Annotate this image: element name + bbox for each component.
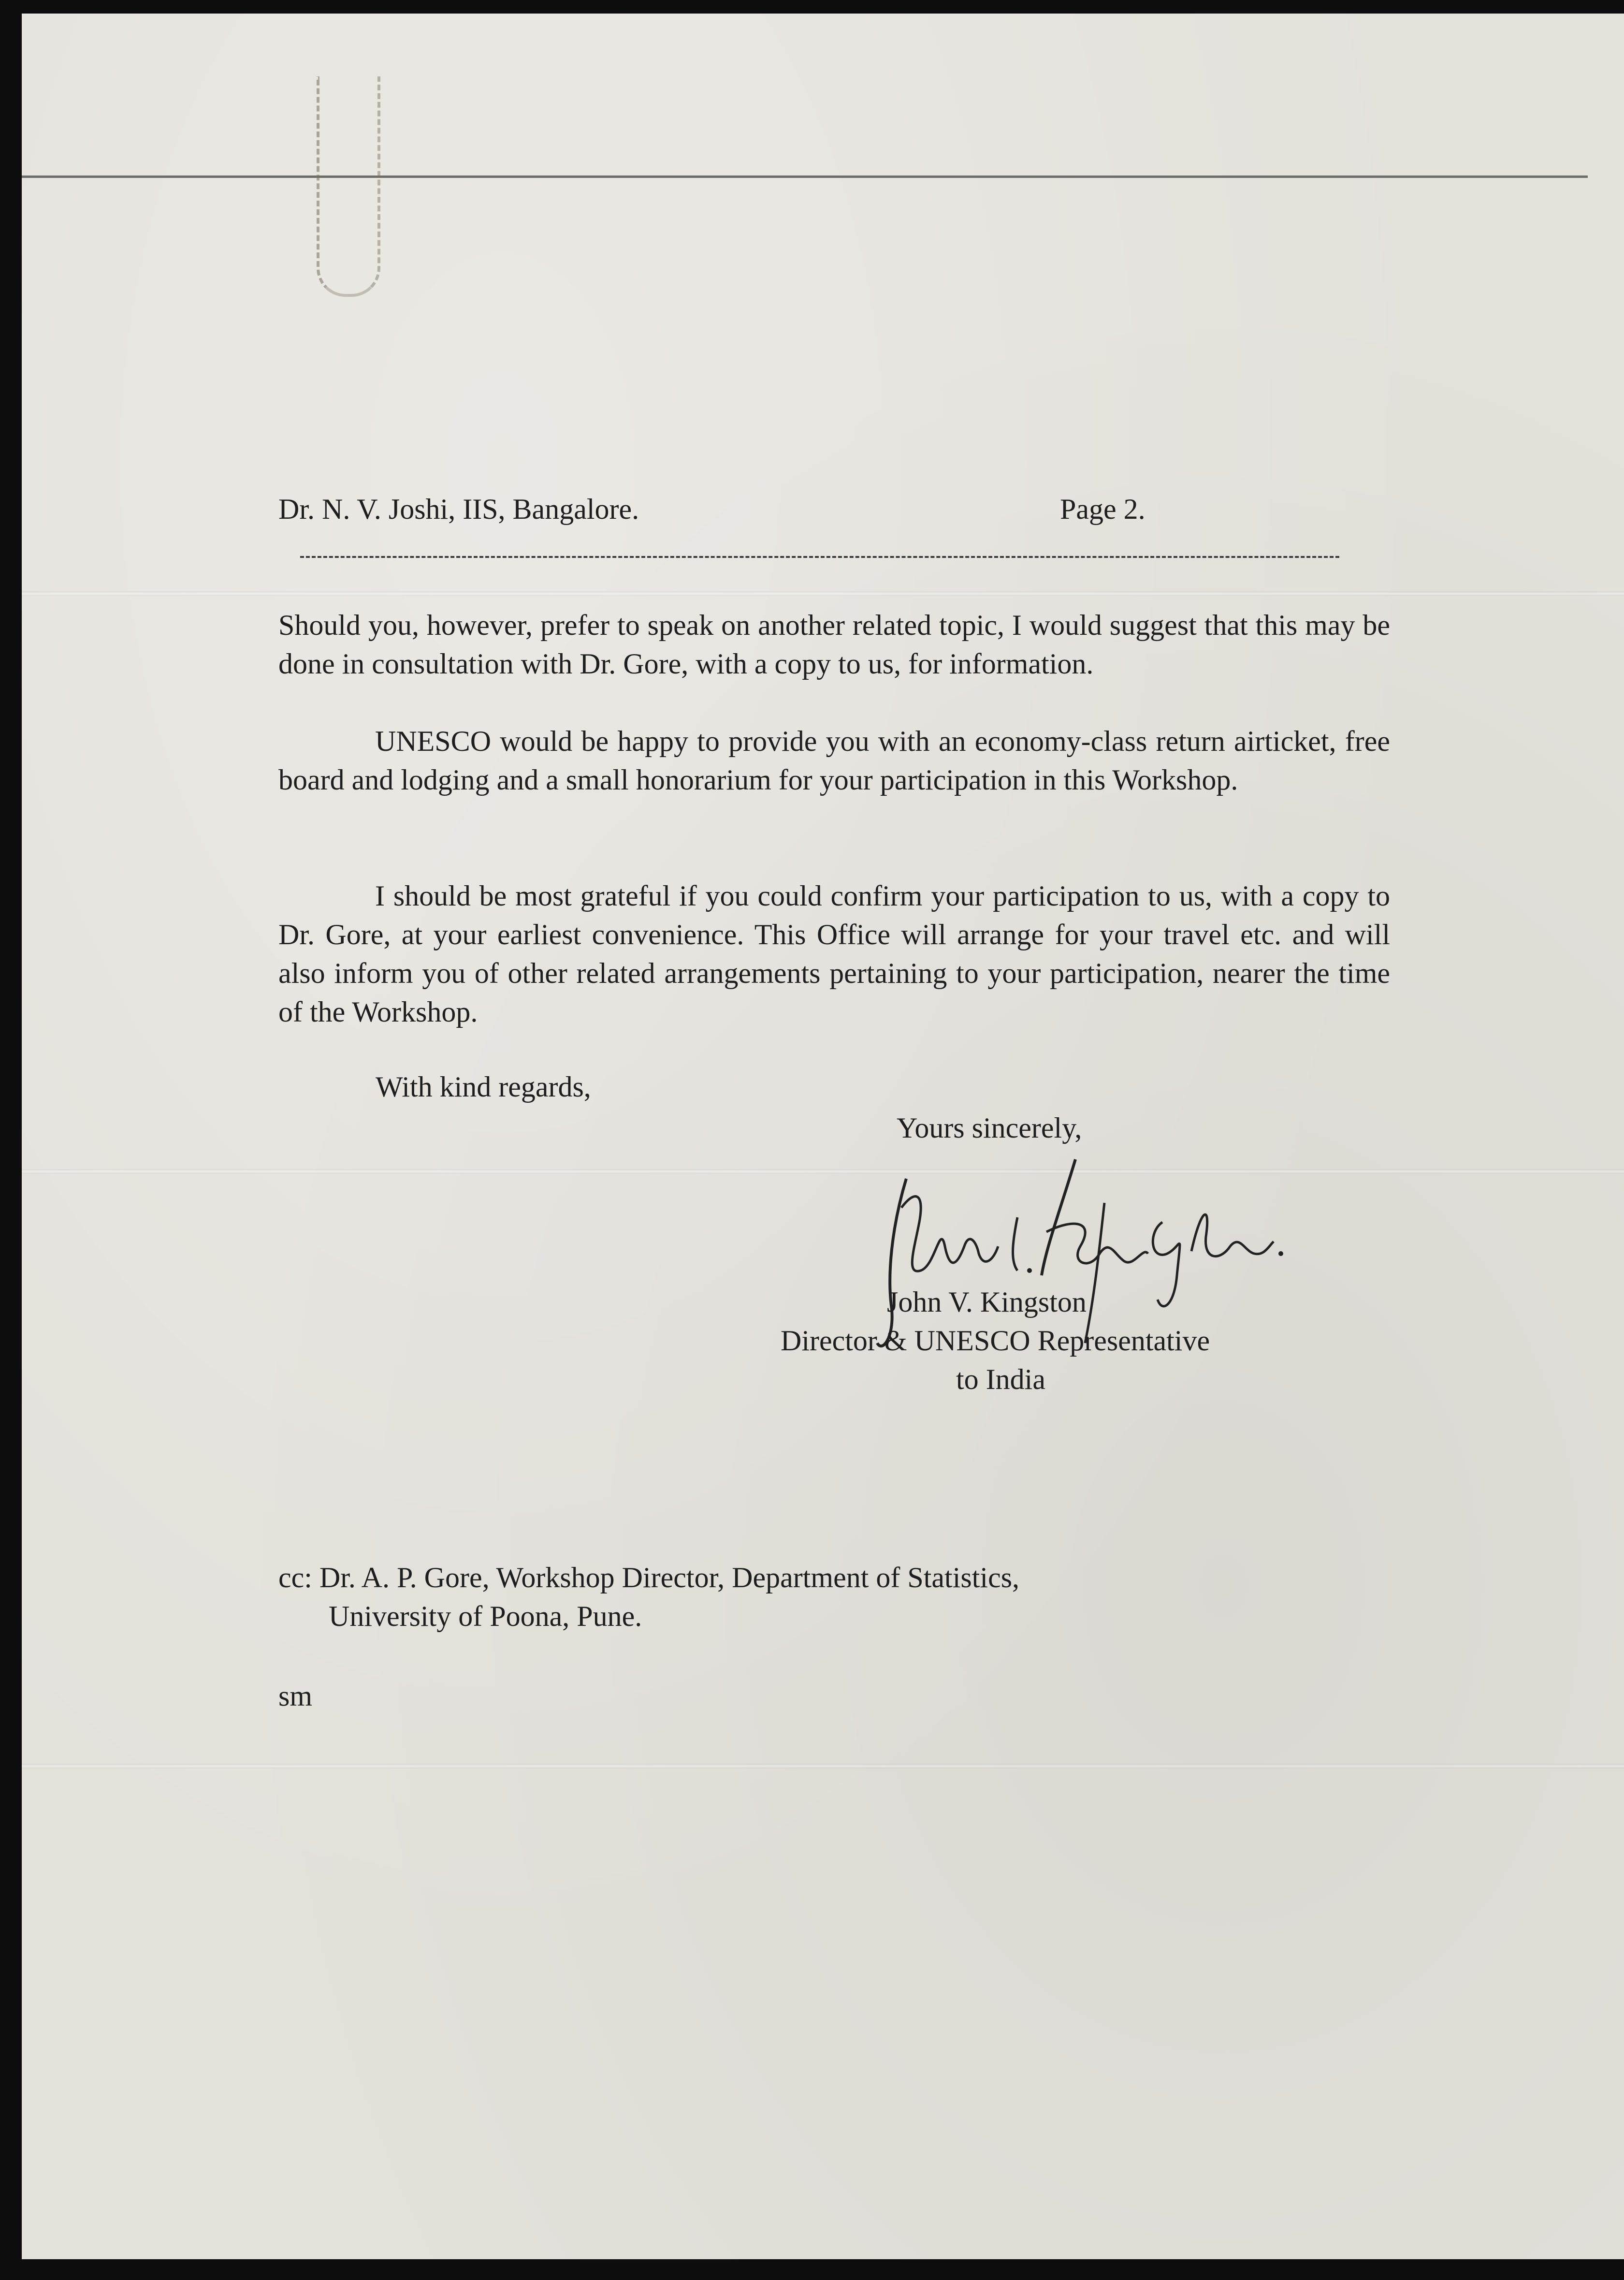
- paragraph-2-text: UNESCO would be happy to provide you with an economy-class return airticket, free board and lodging and a small honorarium for your participation in this Workshop.: [278, 725, 1390, 796]
- typist-initials: sm: [278, 1680, 313, 1712]
- paragraph-3: [278, 877, 1390, 1031]
- paperclip-mark: [317, 76, 380, 297]
- paragraph-3-text: I should be most grateful if you could confirm your participation to us, with a copy to Dr. Gore, at your earliest convenience. This Office will arrange for your travel etc. and will also inform you of other related arrangements pertaining to your participation, nearer the time of the Workshop.: [278, 880, 1390, 1028]
- cc-line-2: University of Poona, Pune.: [329, 1600, 642, 1632]
- letter-page: [22, 14, 1624, 2259]
- paper-fold: [22, 1764, 1624, 1768]
- signatory-name: John V. Kingston: [887, 1286, 1087, 1318]
- valediction: Yours sincerely,: [897, 1112, 1082, 1144]
- paragraph-1: Should you, however, prefer to speak on another related topic, I would suggest that this may be done in consultation with Dr. Gore, with a copy to us, for information.: [278, 609, 1390, 680]
- page-number: Page 2.: [1060, 493, 1146, 525]
- kind-regards: With kind regards,: [376, 1071, 591, 1103]
- header-recipient: Dr. N. V. Joshi, IIS, Bangalore.: [278, 493, 639, 525]
- signatory-title: Director & UNESCO Representative: [781, 1325, 1210, 1357]
- header-divider: [300, 556, 1339, 558]
- paragraph-2: [278, 722, 1390, 799]
- top-rule: [22, 175, 1588, 178]
- cc-line: cc: Dr. A. P. Gore, Workshop Director, Department of Statistics,: [278, 1562, 1020, 1593]
- paper-fold: [22, 1169, 1624, 1174]
- signatory-title-line-2: to India: [956, 1363, 1045, 1395]
- paper-fold: [22, 591, 1624, 596]
